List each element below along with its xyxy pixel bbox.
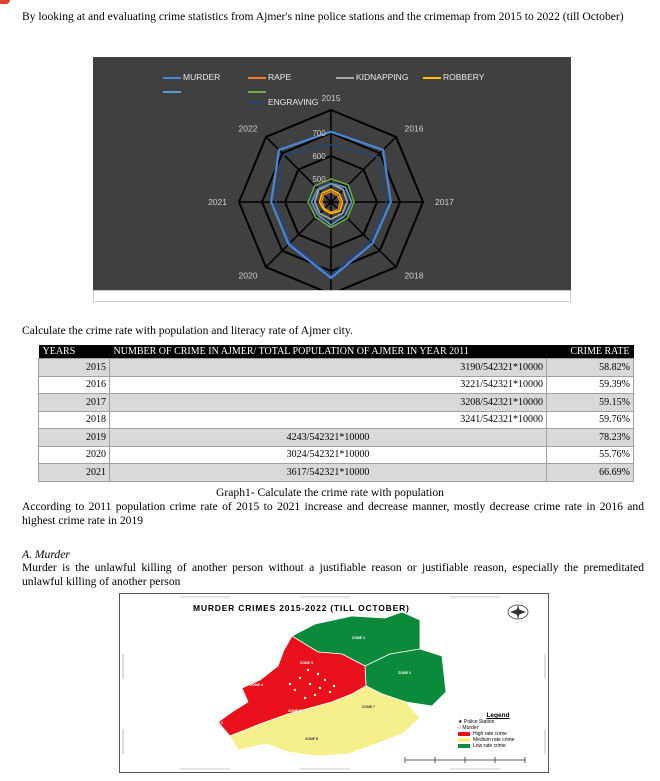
category-label: 2020 [238, 270, 258, 281]
legend-item: RAPE [248, 72, 291, 82]
cell-year: 2021 [39, 464, 110, 482]
cell-year: 2016 [39, 376, 110, 394]
cell-year: 2020 [39, 446, 110, 464]
category-label: 2018 [404, 270, 424, 281]
cell-rate: 59.39% [547, 376, 634, 394]
map-legend [458, 712, 538, 749]
zone-label: ZONE 6 [210, 721, 223, 725]
header-years: YEARS [39, 345, 110, 359]
cell-formula: 3190/542321*10000 [110, 359, 547, 377]
paragraph-murder-definition: Murder is the unlawful killing of another person without a justifiable reason or justifiable reason, especially the premeditated unlawful killing of another person [22, 561, 644, 588]
cell-formula: 3208/542321*10000 [110, 394, 547, 412]
header-crime-rate: CRIME RATE [547, 345, 634, 359]
cell-formula: 4243/542321*10000 [110, 429, 547, 447]
cell-rate: 55.76% [547, 446, 634, 464]
category-label: 2016 [404, 123, 424, 134]
zone-label: ZONE 2 [398, 671, 411, 675]
zone-label: ZONE 8 [305, 737, 318, 741]
zone-label: ZONE 3 [300, 661, 313, 665]
cell-rate: 59.76% [547, 411, 634, 429]
radial-tick-label: 600 [312, 152, 326, 161]
zone-label: ZONE 4 [250, 683, 263, 687]
cell-rate: 58.82% [547, 359, 634, 377]
cell-rate: 59.15% [547, 394, 634, 412]
table-caption: Graph1- Calculate the crime rate with population [216, 486, 444, 499]
table-header-row [39, 345, 634, 359]
radial-tick-label: 500 [312, 175, 326, 184]
table-row [39, 376, 634, 394]
category-label: 2015 [321, 93, 341, 103]
cell-formula: 3241/542321*10000 [110, 411, 547, 429]
page-corner-mark [0, 0, 10, 4]
cell-year: 2018 [39, 411, 110, 429]
map-title: MURDER CRIMES 2015-2022 (TILL OCTOBER) [193, 603, 410, 613]
legend-item: ENGRAVING [248, 97, 318, 107]
legend-item-high: High rate crime [458, 731, 538, 737]
legend-item-murder: ○ Murder [458, 725, 479, 731]
table-row [39, 446, 634, 464]
table-row [39, 394, 634, 412]
legend-item: MURDER [163, 72, 220, 82]
star-icon: ★ [458, 719, 464, 725]
cell-formula: 3617/542321*10000 [110, 464, 547, 482]
scale-bar [405, 757, 525, 763]
category-label: 2021 [208, 197, 227, 207]
zone-label: ZONE 1 [352, 636, 365, 640]
radial-tick-label: 700 [312, 129, 326, 138]
crime-rate-table [38, 345, 634, 482]
radar-chart-panel [93, 57, 571, 302]
legend-item-medium: Medium rate crime [458, 737, 538, 743]
paragraph-crime-rate: According to 2011 population crime rate of 2015 to 2021 increase and decrease manner, mostly decrease crime rate in 2016 and highest crime rate in 2019 [22, 500, 644, 527]
chart-bottom-strip [93, 290, 571, 302]
cell-formula: 3024/542321*10000 [110, 446, 547, 464]
table-row [39, 464, 634, 482]
table-row [39, 359, 634, 377]
section-heading-murder: A. Murder [22, 548, 70, 561]
header-formula: NUMBER OF CRIME IN AJMER/ TOTAL POPULATION OF AJMER IN YEAR 2011 [110, 345, 547, 359]
legend-item: ROBBERY [423, 72, 484, 82]
north-arrow-icon [508, 605, 528, 619]
category-label: 2017 [435, 197, 454, 207]
cell-rate: 66.69% [547, 464, 634, 482]
calc-text: Calculate the crime rate with population and literacy rate of Ajmer city. [22, 324, 353, 337]
table-row [39, 411, 634, 429]
intro-text: By looking at and evaluating crime statistics from Ajmer's nine police stations and the crimemap from 2015 to 2022 (till October) [22, 10, 624, 23]
map-legend-title: Legend [486, 712, 510, 719]
zone-label: ZONE 5 [288, 709, 301, 713]
cell-year: 2019 [39, 429, 110, 447]
legend-item: KIDNAPPING [336, 72, 408, 82]
cell-rate: 78.23% [547, 429, 634, 447]
cell-year: 2017 [39, 394, 110, 412]
radar-chart [93, 57, 571, 302]
legend-item-low: Low rate crime [458, 743, 538, 749]
cell-formula: 3221/542321*10000 [110, 376, 547, 394]
table-row [39, 429, 634, 447]
legend-item-police-station: ★ Police Station [458, 719, 495, 725]
zone-label: ZONE 7 [362, 705, 375, 709]
circle-icon: ○ [458, 725, 463, 731]
cell-year: 2015 [39, 359, 110, 377]
category-label: 2022 [238, 123, 258, 134]
